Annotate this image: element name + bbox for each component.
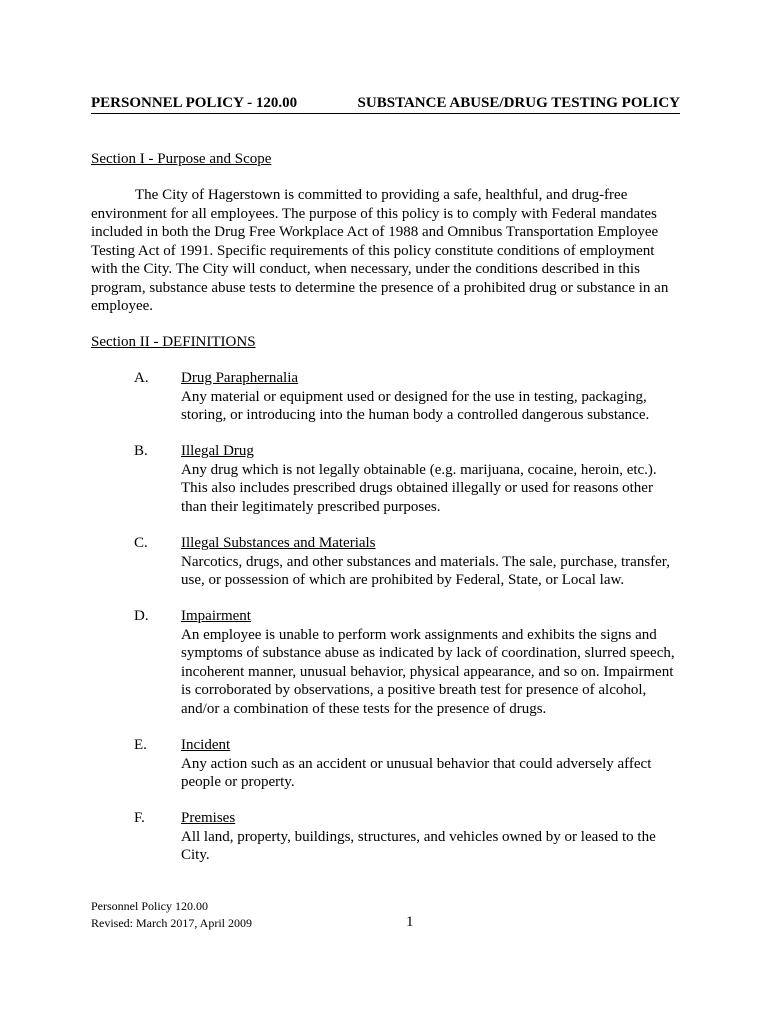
definition-letter: D.	[134, 608, 149, 624]
definition-text: Any drug which is not legally obtainable (e.g. marijuana, cocaine, heroin, etc.). This also includes prescribed drugs obtained illegally or used for reasons other than their legitimately prescribed purposes.	[181, 461, 657, 515]
definition-text: Any material or equipment used or designed for the use in testing, packaging, storing, or introducing into the human body a controlled dangerous substance.	[181, 388, 650, 423]
definition-text: All land, property, buildings, structures, and vehicles owned by or leased to the City.	[181, 828, 656, 863]
definition-text: An employee is unable to perform work assignments and exhibits the signs and symptoms of substance abuse as indicated by lack of coordination, slurred speech, incoherent manner, unusual behavior, physical appearance, and so on. Impairment is corroborated by observations, a positive breath test for presence of alcohol, and/or a combination of these tests for the presence of drugs.	[181, 626, 675, 717]
definition-term: Premises	[181, 810, 236, 826]
definition-letter: C.	[134, 535, 148, 551]
footer-policy-number: Personnel Policy 120.00	[91, 899, 208, 913]
page-number: 1	[406, 914, 414, 930]
section-1-heading: Section I - Purpose and Scope	[91, 151, 272, 167]
definition-term: Drug Paraphernalia	[181, 370, 299, 386]
definition-letter: A.	[134, 370, 149, 386]
policy-title: SUBSTANCE ABUSE/DRUG TESTING POLICY	[357, 95, 680, 111]
definition-term: Illegal Drug	[181, 443, 254, 459]
footer-revision-date: Revised: March 2017, April 2009	[91, 915, 252, 930]
definition-letter: F.	[134, 810, 145, 826]
definition-text: Any action such as an accident or unusual behavior that could adversely affect people or property.	[181, 755, 652, 790]
policy-number: PERSONNEL POLICY - 120.00	[91, 95, 298, 111]
purpose-paragraph: The City of Hagerstown is committed to providing a safe, healthful, and drug-free environment for all employees. The purpose of this policy is to comply with Federal mandates included in both the Drug Free Workplace Act of 1988 and Omnibus Transportation Employee Testing Act of 1991. Specific requirements of this policy constitute conditions of employment with the City. The City will conduct, when necessary, under the conditions described in this program, substance abuse tests to determine the presence of a prohibited drug or substance in an employee.	[91, 187, 669, 314]
definition-letter: B.	[134, 443, 148, 459]
definition-term: Illegal Substances and Materials	[181, 535, 376, 551]
definition-letter: E.	[134, 737, 147, 753]
definition-term: Impairment	[181, 608, 251, 624]
definition-text: Narcotics, drugs, and other substances and materials. The sale, purchase, transfer, use, or possession of which are prohibited by Federal, State, or Local law.	[181, 553, 670, 588]
page-footer	[91, 898, 252, 931]
definition-term: Incident	[181, 737, 231, 753]
section-2-heading: Section II - DEFINITIONS	[91, 334, 256, 350]
page-header	[91, 93, 680, 114]
